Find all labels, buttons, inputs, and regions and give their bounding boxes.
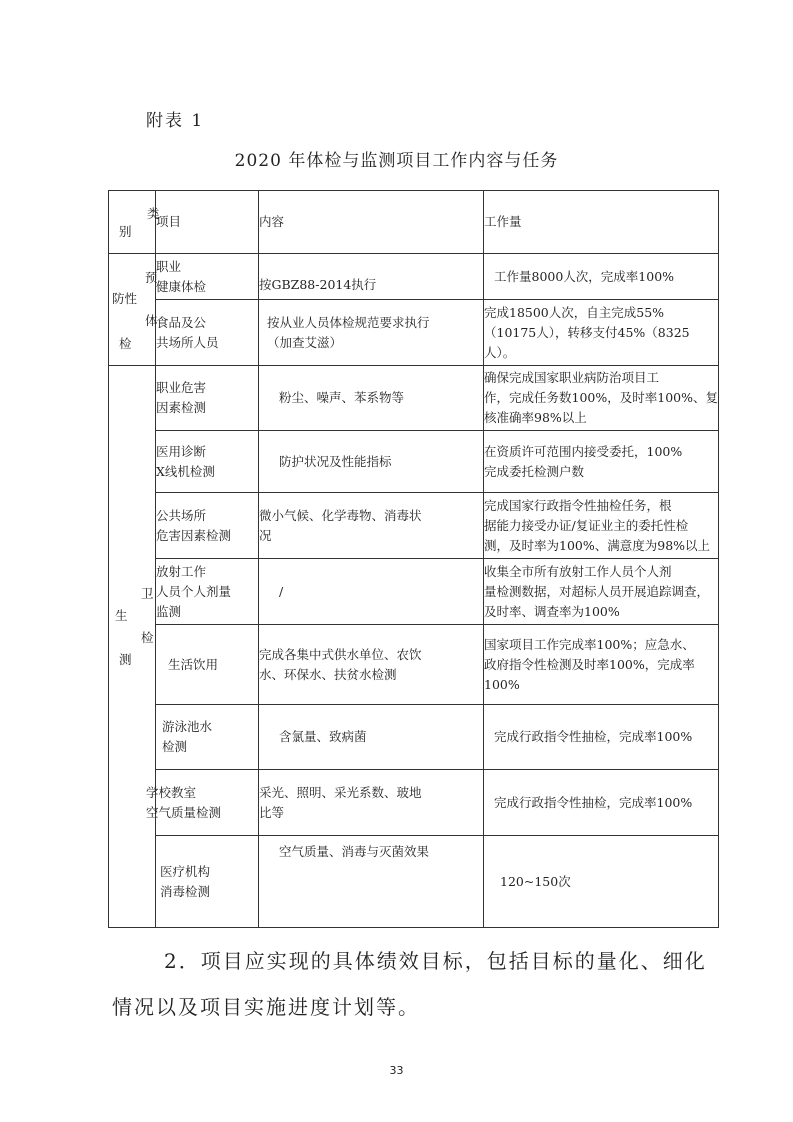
row-content-text: 防护状况及性能指标 bbox=[279, 453, 392, 469]
table-row bbox=[109, 300, 719, 366]
table-row bbox=[109, 625, 719, 705]
table-row bbox=[109, 254, 719, 300]
row-item-text: 生活饮用 bbox=[168, 656, 219, 672]
row-content bbox=[259, 705, 484, 770]
row-content bbox=[259, 431, 484, 493]
attachment-label: 附表 1 bbox=[146, 111, 205, 131]
row-item-text: 职业危害 因素检测 bbox=[156, 380, 207, 415]
task-table bbox=[108, 190, 719, 928]
row-workload bbox=[484, 366, 719, 431]
page-number: 33 bbox=[389, 1064, 404, 1077]
row-content-text: 完成各集中式供水单位、农饮 水、环保水、扶贫水检测 bbox=[259, 646, 422, 682]
row-item-text: 学校教室 空气质量检测 bbox=[146, 784, 222, 820]
row-content bbox=[259, 770, 484, 836]
row-item-text: 职业 健康体检 bbox=[156, 258, 207, 294]
cat-preventive-c3: 体 bbox=[145, 313, 158, 328]
row-workload bbox=[484, 770, 719, 836]
row-item bbox=[156, 836, 259, 928]
row-workload-text: 收集全市所有放射工作人员个人剂 量检测数据，对超标人员开展追踪调查， 及时率、调查率为100% bbox=[484, 563, 710, 619]
header-content: 内容 bbox=[259, 191, 484, 254]
header-workload: 工作量 bbox=[484, 191, 719, 254]
row-content bbox=[259, 559, 484, 625]
row-workload-text: 在资质许可范围内接受委托，100% 完成委托检测户数 bbox=[484, 443, 683, 479]
row-item bbox=[156, 300, 259, 366]
row-workload-text: 完成行政指令性抽检，完成率100% bbox=[494, 794, 693, 810]
row-content-text: 按GBZ88-2014执行 bbox=[259, 276, 377, 292]
table-row bbox=[109, 770, 719, 836]
row-workload-text: 工作量8000人次，完成率100% bbox=[494, 268, 675, 284]
table-row bbox=[109, 366, 719, 431]
row-content-text: 含氯量、致病菌 bbox=[279, 729, 367, 744]
row-item-text: 医用诊断 X线机检测 bbox=[156, 443, 215, 479]
row-item bbox=[156, 493, 259, 559]
row-content-text: / bbox=[279, 583, 284, 599]
table-title: 2020 年体检与监测项目工作内容与任务 bbox=[234, 151, 559, 171]
row-content-text: 粉尘、噪声、苯系物等 bbox=[279, 390, 405, 405]
row-item bbox=[156, 431, 259, 493]
cat-health-c3: 检 bbox=[141, 630, 154, 645]
cat-health-c2: 生 bbox=[115, 608, 128, 623]
performance-goal-paragraph bbox=[112, 938, 712, 1030]
category-preventive-cell bbox=[109, 254, 156, 366]
row-item bbox=[156, 625, 259, 705]
table-row bbox=[109, 559, 719, 625]
row-content bbox=[259, 625, 484, 705]
row-content-text: 按从业人员体检规范要求执行 （加查艾滋） bbox=[267, 314, 430, 350]
row-workload-text: 完成国家行政指令性抽检任务，根 据能力接受办证/复证业主的委托性检 测，及时率为100%、满意度为98%以上 bbox=[484, 497, 711, 553]
row-content bbox=[259, 366, 484, 431]
row-item-text: 食品及公 共场所人员 bbox=[156, 314, 219, 350]
row-workload bbox=[484, 625, 719, 705]
row-content-text: 空气质量、消毒与灭菌效果 bbox=[279, 844, 430, 859]
cat-preventive-c2: 防性 bbox=[112, 291, 138, 306]
row-workload-text: 完成18500人次，自主完成55% （10175人），转移支付45%（8325人）。 bbox=[484, 304, 690, 360]
header-category-bottom: 别 bbox=[119, 224, 132, 239]
row-workload bbox=[484, 836, 719, 928]
header-item: 项目 bbox=[156, 191, 259, 254]
row-item bbox=[156, 366, 259, 431]
row-item bbox=[156, 705, 259, 770]
row-content bbox=[259, 836, 484, 928]
row-workload bbox=[484, 559, 719, 625]
table-row bbox=[109, 431, 719, 493]
row-workload-text: 国家项目工作完成率100%；应急水、 政府指令性检测及时率100%，完成率 100% bbox=[484, 636, 695, 692]
header-category-cell bbox=[109, 191, 160, 254]
row-workload-text: 确保完成国家职业病防治项目工 作，完成任务数100%，及时率100%、复 核准确率98%以上 bbox=[484, 370, 718, 425]
cat-preventive-c4: 检 bbox=[119, 336, 132, 351]
row-workload bbox=[484, 431, 719, 493]
header-category-top: 类 bbox=[147, 206, 160, 221]
row-content bbox=[259, 300, 484, 366]
row-item bbox=[156, 254, 259, 300]
row-item-text: 放射工作 人员个人剂量 监测 bbox=[156, 563, 232, 619]
row-workload bbox=[484, 705, 719, 770]
row-item-text: 公共场所 危害因素检测 bbox=[156, 507, 232, 543]
row-content-text: 微小气候、化学毒物、消毒状 况 bbox=[259, 507, 422, 543]
row-item-text: 医疗机构 消毒检测 bbox=[160, 863, 211, 899]
table-row bbox=[109, 705, 719, 770]
row-item bbox=[146, 770, 259, 836]
table-row bbox=[109, 493, 719, 559]
row-item-text: 游泳池水 检测 bbox=[162, 719, 213, 754]
row-content bbox=[259, 254, 484, 300]
row-content bbox=[259, 493, 484, 559]
row-workload-text: 完成行政指令性抽检，完成率100% bbox=[494, 729, 693, 744]
cat-health-c1: 卫 bbox=[141, 586, 154, 601]
row-workload-text: 120~150次 bbox=[500, 873, 571, 889]
cat-health-c4: 测 bbox=[119, 652, 132, 667]
cat-preventive-c1: 预 bbox=[145, 270, 158, 285]
table-row bbox=[109, 836, 719, 928]
table-header-row bbox=[109, 191, 719, 254]
row-workload bbox=[484, 300, 719, 366]
row-content-text: 采光、照明、采光系数、玻地 比等 bbox=[259, 784, 422, 820]
paragraph-text: 2．项目应实现的具体绩效目标，包括目标的量化、细化情况以及项目实施进度计划等。 bbox=[112, 949, 707, 1019]
row-item bbox=[156, 559, 259, 625]
row-workload bbox=[484, 254, 719, 300]
row-workload bbox=[484, 493, 719, 559]
